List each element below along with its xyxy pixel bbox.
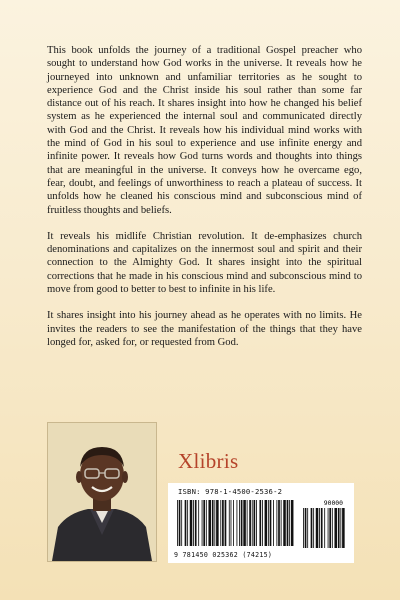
- barcode-bar: [193, 500, 194, 546]
- barcode-bar: [321, 508, 323, 548]
- barcode-bar: [340, 508, 341, 548]
- barcode-bar: [289, 500, 290, 546]
- barcode-bar: [303, 508, 304, 548]
- barcode-bar: [338, 508, 340, 548]
- barcode-bar: [287, 500, 289, 546]
- barcode-bar: [256, 500, 257, 546]
- barcode-bar: [316, 508, 319, 548]
- barcode-bar: [231, 500, 232, 546]
- barcode-bar: [177, 500, 178, 546]
- barcode-bar: [195, 500, 197, 546]
- barcode-bar: [247, 500, 248, 546]
- barcode-bar: [239, 500, 240, 546]
- barcode-bar: [190, 500, 193, 546]
- barcode-bar: [262, 500, 263, 546]
- blurb-paragraph-3: It shares insight into his journey ahead as he operates with no limits. He invites the readers to see the manifestation of the things that they have longed for, asked for, or requested from God.: [47, 310, 362, 348]
- barcode-bar: [259, 500, 261, 546]
- barcode-bar: [329, 508, 331, 548]
- barcode-price-code: 90000: [323, 499, 343, 507]
- barcode-bars-main: [177, 500, 293, 546]
- barcode-bar: [332, 508, 333, 548]
- publisher-logo: Xlibris: [178, 449, 239, 473]
- barcode-bar: [273, 500, 274, 546]
- barcode-bar: [270, 500, 272, 546]
- barcode-bar: [229, 500, 230, 546]
- barcode-bar: [254, 500, 256, 546]
- barcode-bar: [181, 500, 182, 546]
- barcode-bar: [225, 500, 227, 546]
- barcode-bar: [291, 500, 294, 546]
- barcode-bar: [198, 500, 199, 546]
- barcode-bar: [265, 500, 268, 546]
- barcode-bars-addon: [303, 508, 345, 548]
- barcode-bar: [203, 500, 205, 546]
- blurb-paragraph-1: This book unfolds the journey of a traditional Gospel preacher who sought to understand how God works in the universe. It reveals how he journeyed into unknown and unfamiliar territories as he sought to experience God and the Christ inside his soul rather than some far distance out of his reach. It shares insight into how he changed his belief system as he experienced the internal soul and communicated directly with God and the Christ. It reveals how his individual mind works with the mind of God in his soul to experience and use infinite energy and infinite power. It reveals how God turns words and thoughts into things that are meaningful in the universe. It conveys how he overcame ego, fear, doubt, and feelings of unworthiness to reach a plateau of success. It unfolds how he cleaned his conscious mind and subconscious mind of fruitless thoughts and beliefs.: [47, 45, 362, 216]
- barcode-bar: [307, 508, 308, 548]
- barcode-bar: [222, 500, 224, 546]
- barcode-bar: [212, 500, 214, 546]
- barcode-bar: [237, 500, 238, 546]
- barcode-bar: [187, 500, 188, 546]
- barcode-bar: [233, 500, 234, 546]
- barcode-number: 9 781450 025362 (74215): [174, 551, 273, 559]
- barcode-bar: [334, 508, 337, 548]
- barcode-bar: [311, 508, 313, 548]
- barcode-bar: [268, 500, 269, 546]
- author-portrait-illustration: [48, 423, 156, 561]
- barcode-bar: [208, 500, 211, 546]
- barcode-bar: [179, 500, 181, 546]
- barcode-bar: [313, 508, 314, 548]
- barcode-bar: [220, 500, 221, 546]
- barcode-bar: [241, 500, 243, 546]
- back-cover-blurb: [47, 44, 362, 362]
- barcode-bar: [283, 500, 286, 546]
- author-photo: [47, 422, 157, 562]
- barcode-bar: [185, 500, 187, 546]
- barcode-bar: [243, 500, 246, 546]
- barcode-bar: [324, 508, 325, 548]
- isbn-label: ISBN: 978-1-4500-2536-2: [178, 487, 283, 496]
- barcode-bar: [281, 500, 282, 546]
- barcode-bar: [278, 500, 280, 546]
- barcode-bar: [342, 508, 345, 548]
- barcode-bar: [214, 500, 215, 546]
- barcode-bar: [249, 500, 251, 546]
- barcode-bar: [276, 500, 277, 546]
- barcode-bar: [202, 500, 203, 546]
- barcode-bar: [216, 500, 219, 546]
- barcode: [173, 498, 353, 552]
- blurb-paragraph-2: It reveals his midlife Christian revolution. It de-emphasizes church denominations and capitalizes on the innermost soul and spirit and their connection to the Almighty God. It shares insight into the spiritual corrections that he made in his conscious mind and subconscious mind to move from good to better to best to infinite in his life.: [47, 230, 362, 296]
- barcode-bar: [305, 508, 307, 548]
- barcode-bar: [319, 508, 320, 548]
- barcode-bar: [328, 508, 329, 548]
- barcode-bar: [206, 500, 207, 546]
- barcode-bar: [252, 500, 253, 546]
